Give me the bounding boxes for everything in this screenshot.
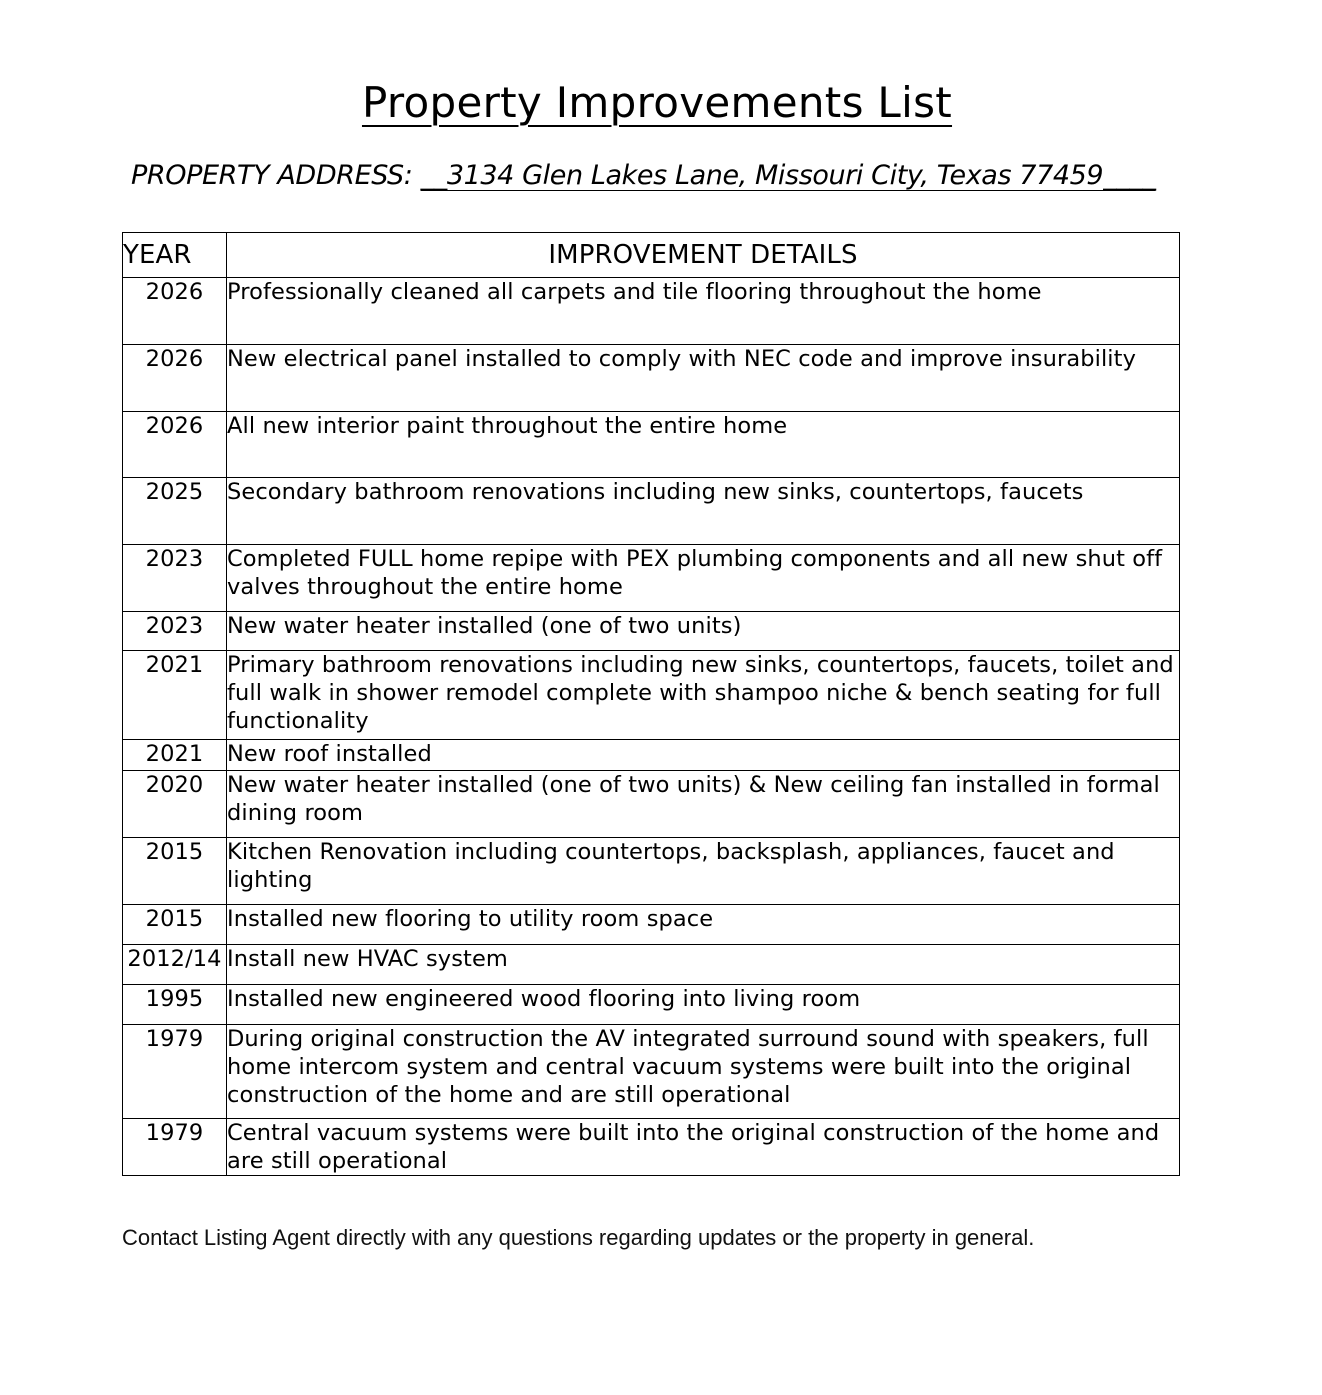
- year-cell: 2021: [123, 740, 227, 771]
- year-cell: 2021: [123, 651, 227, 740]
- details-cell: Installed new engineered wood flooring into living room: [227, 985, 1180, 1025]
- table-row: [123, 985, 1180, 1025]
- year-cell: 2012/14: [123, 945, 227, 985]
- table-row: [123, 740, 1180, 771]
- details-cell: Primary bathroom renovations including new sinks, countertops, faucets, toilet and full walk in shower remodel complete with shampoo niche & bench seating for full functionality: [227, 651, 1180, 740]
- year-column-header: YEAR: [123, 233, 227, 278]
- details-cell: New roof installed: [227, 740, 1180, 771]
- table-row: [123, 478, 1180, 545]
- table-row: [123, 771, 1180, 838]
- details-cell: New electrical panel installed to comply with NEC code and improve insurability: [227, 345, 1180, 412]
- table-row: [123, 651, 1180, 740]
- year-cell: 2020: [123, 771, 227, 838]
- table-row: [123, 278, 1180, 345]
- details-column-header: IMPROVEMENT DETAILS: [227, 233, 1180, 278]
- details-cell: All new interior paint throughout the entire home: [227, 412, 1180, 478]
- address-label: PROPERTY ADDRESS:: [131, 160, 413, 191]
- year-cell: 1995: [123, 985, 227, 1025]
- table-row: [123, 945, 1180, 985]
- table-row: [123, 905, 1180, 945]
- table-row: [123, 1119, 1180, 1176]
- details-cell: New water heater installed (one of two units) & New ceiling fan installed in formal dining room: [227, 771, 1180, 838]
- details-cell: New water heater installed (one of two units): [227, 612, 1180, 651]
- year-cell: 2026: [123, 412, 227, 478]
- table-row: [123, 345, 1180, 412]
- details-cell: Kitchen Renovation including countertops, backsplash, appliances, faucet and lighting: [227, 838, 1180, 905]
- table-row: [123, 1025, 1180, 1119]
- year-cell: 2025: [123, 478, 227, 545]
- year-cell: 2026: [123, 345, 227, 412]
- year-cell: 1979: [123, 1119, 227, 1176]
- table-row: [123, 412, 1180, 478]
- page-title: Property Improvements List: [361, 78, 953, 127]
- table-header-row: [123, 233, 1180, 278]
- details-cell: Installed new flooring to utility room space: [227, 905, 1180, 945]
- table-row: [123, 612, 1180, 651]
- details-cell: Secondary bathroom renovations including new sinks, countertops, faucets: [227, 478, 1180, 545]
- details-cell: Completed FULL home repipe with PEX plumbing components and all new shut off valves throughout the entire home: [227, 545, 1180, 612]
- year-cell: 2023: [123, 545, 227, 612]
- year-cell: 1979: [123, 1025, 227, 1119]
- property-address-line: [131, 160, 1156, 191]
- details-cell: Professionally cleaned all carpets and tile flooring throughout the home: [227, 278, 1180, 345]
- improvements-table: [122, 232, 1180, 1176]
- details-cell: Install new HVAC system: [227, 945, 1180, 985]
- details-cell: Central vacuum systems were built into the original construction of the home and are still operational: [227, 1119, 1180, 1176]
- contact-note: Contact Listing Agent directly with any questions regarding updates or the property in general.: [122, 1225, 1035, 1250]
- details-cell: During original construction the AV integrated surround sound with speakers, full home intercom system and central vacuum systems were built into the original construction of the home and are still operational: [227, 1025, 1180, 1119]
- address-value: __3134 Glen Lakes Lane, Missouri City, Texas 77459____: [420, 160, 1156, 191]
- year-cell: 2015: [123, 905, 227, 945]
- year-cell: 2026: [123, 278, 227, 345]
- table-row: [123, 838, 1180, 905]
- table-row: [123, 545, 1180, 612]
- year-cell: 2023: [123, 612, 227, 651]
- year-cell: 2015: [123, 838, 227, 905]
